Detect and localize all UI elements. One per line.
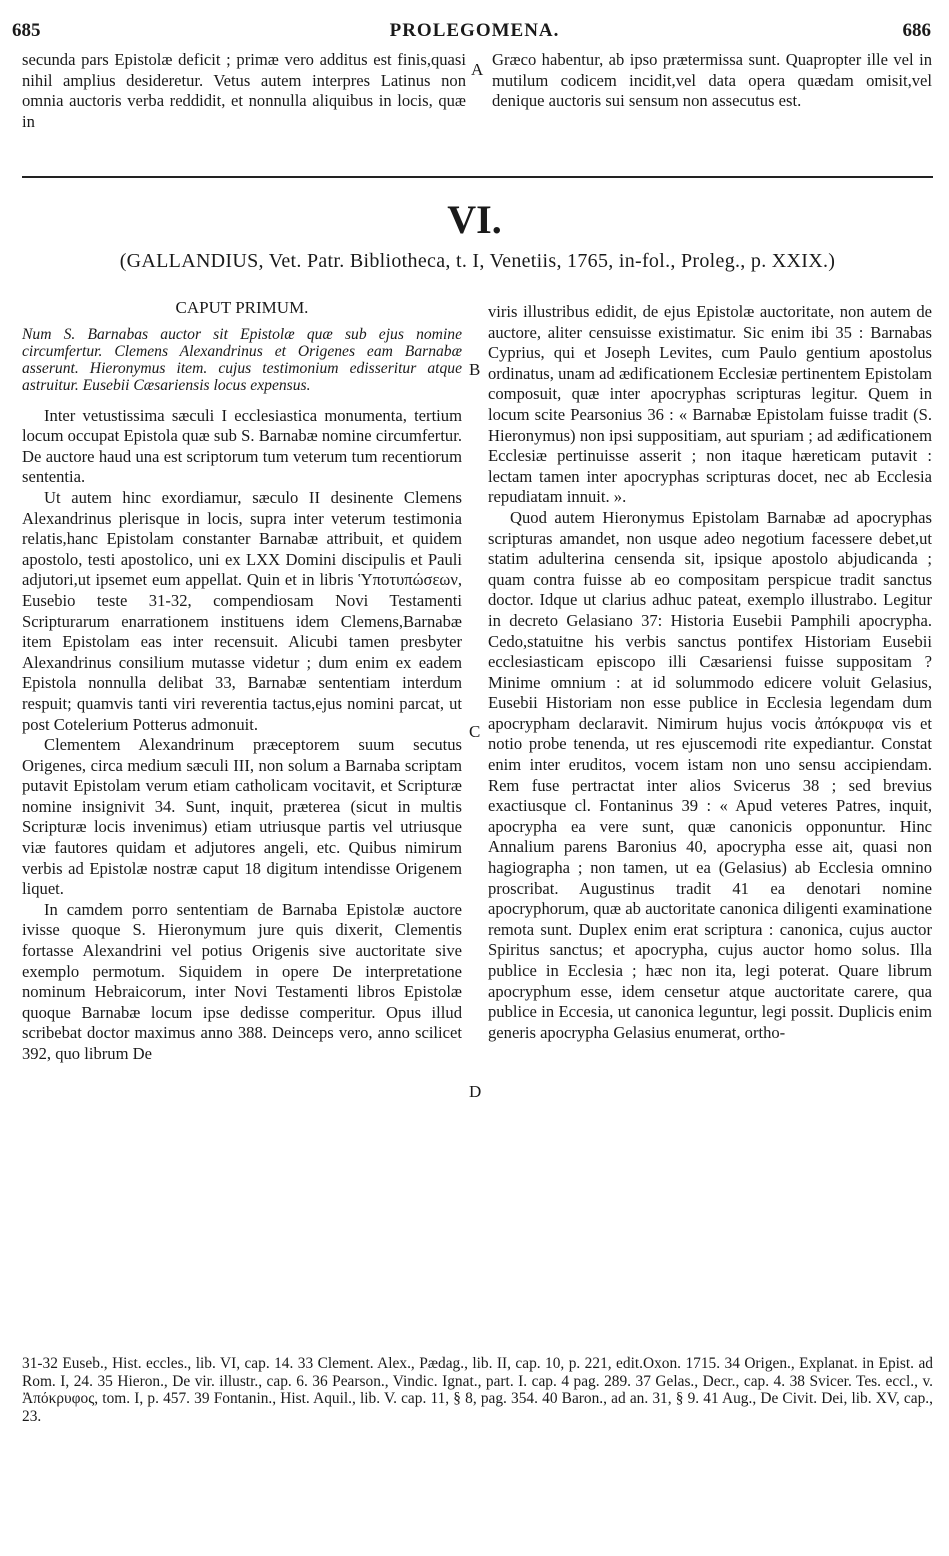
section-source: (GALLANDIUS, Vet. Patr. Bibliotheca, t. I, Venetiis, 1765, in-fol., Proleg., p. XXIX.) [119,250,836,272]
right-paragraph-2: Quod autem Hieronymus Epistolam Barnabæ ad apocryphas scripturas amandet, non usque adeo negotium facessere debet,ut statim adulterina censenda sit, ipsique apostolo abjudicanda ; quam contra fuisse ab eo compositam perspicue tradit sanctus doctor. Idque ut clarius adhuc pateat, exemplo illustrabo. Legitur in decreto Gelasiano 37: Historia Eusebii Pamphili apocrypha. Cedo,statuitne his verbis sanctus pontifex Historiam Eusebii ecclesiasticam episcopo illi Cæsariensi fuisse suppositam ? Minime omnium : at id solummodo edicere voluit Gelasius, Eusebii Historiam non esse publice in Ecclesia legendam dum apocrypham declaravit. Nimirum hujus vocis ἀπόκρυφα vis et notio probe tenenda, ut res ejuscemodi rite expediantur. Constat enim inter eruditos, vocem istam non uno sensu accipiendam. Rem fuse pertractat inter alios Svicerus 38 ; sed brevius exactiusque cl. Fontaninus 39 : « Apud veteres Patres, inquit, apocrypha ea vere sunt, quæ canonicis opponuntur. Hinc Annalium parens Baronius 40, apocrypha esse ait, quasi non hagiographa ; non tamen, ut ea (Gelasius) ab Ecclesia omnino proscribat. Augustinus tradit 41 ea denotari nomine apocryphorum, quæ ab auctoritate canonica diligenti examinatione remota sunt. Duplex enim erat scriptura : canonica, cujus auctor Spiritus sanctus; et apocrypha, cujus auctor homo solus. Illa publice in Ecclesia ; hæc non ita, legi poterat. Quare librum apocryphum esse, idem censetur atque auctoritate carere, qua publice in Eccesia, ut canonica leguntur, legi possit. Duplicis enim generis apocrypha Gelasius enumerat, ortho- [488,507,932,1042]
page-number-right: 686 [902,20,931,41]
chapter-summary: Num S. Barnabas auctor sit Epistolæ quæ sub ejus nomine circumfertur. Clemens Alexandrinus et Origenes eam Barnabæ asserunt. Hieronymus item. cujus testimonium edisseritur atque astruitur. Eusebii Cæsariensis locus expensus. [22,325,462,394]
page-number-left: 685 [12,20,41,41]
left-paragraph-3: Clementem Alexandrinum præceptorem suum secutus Origenes, circa medium sæculi III, non solum a Barnaba scriptam putavit Epistolam verum etiam catholicam vocitavit, et Scripturæ nomine insignivit 34. Sunt, inquit, præterea (sicut in multis Scripturæ locis invenimus) etiam utriusque partis vel utriusque viæ fautores quidam et adjutores angeli, etc. Quibus nimirum verbis ad Epistolæ nostræ caput 18 digitum intendisse Origenem liquet. [22,735,462,899]
left-paragraph-1: Inter vetustissima sæculi I ecclesiastica monumenta, tertium locum occupat Epistola quæ sub S. Barnabæ nomine circumfertur. De auctore haud una est scriptorum tum veterum tum recentiorum sententia. [22,405,462,487]
left-paragraph-4: In camdem porro sententiam de Barnaba Epistolæ auctore ivisse quoque S. Hieronymum jure quis dixerit, Clementis fortasse Alexandrini vel potius Origenis sive auctoritate sive exemplo permotum. Siquidem in opere De interpretatione nominum Hebraicorum, inter Novi Testamenti libros Epistolæ quoque Barnabæ locum ipse dedisse comperitur. Opus illud scribebat doctor maximus anno 388. Deinceps vero, anno scilicet 392, quo librum De [22,899,462,1063]
margin-mark-d: D [469,1082,482,1101]
chapter-title: CAPUT PRIMUM. [175,298,309,317]
top-right-text: Græco habentur, ab ipso prætermissa sunt. Quapropter ille vel in mutilum codicem incidit,vel data opera quædam omisit,vel denique auctoris sui sensum non assecutus est. [492,50,932,111]
margin-mark-c: C [469,722,481,741]
left-column [22,298,462,1065]
margin-mark-b: B [469,360,481,379]
right-column [488,302,932,1043]
running-title: PROLEGOMENA. [389,20,560,41]
right-paragraph-1: viris illustribus edidit, de ejus Epistolæ auctoritate, non autem de auctore, aliter censuisse existimatur. Sic enim ibi 35 : Barnabas Cyprius, qui et Joseph Levites, cum Paulo gentium apostolus ordinatus, unam ad ædificationem Ecclesiæ pertinentem Epistolam composuit, quæ inter apocryphas scripturas legitur. Quem in locum scite Pearsonius 36 : « Barnabæ Epistolam fuisse tradit (S. Hieronymus) non ipsi suppositiam, aut spuriam ; ad ædificationem Ecclesiæ pertinuisse asserit ; non itaque hæreticam putavit : lectam tamen inter apocryphas scripturas docet, nec ab Ecclesia repudiatam innuit. ». [488,302,932,507]
margin-mark-a: A [471,60,484,79]
section-number: VI. [447,197,502,242]
footnotes: 31-32 Euseb., Hist. eccles., lib. VI, cap. 14. 33 Clement. Alex., Pædag., lib. II, cap. 10, p. 221, edit.Oxon. 1715. 34 Origen., Explanat. in Epist. ad Rom. I, 24. 35 Hieron., De vir. illustr., cap. 6. 36 Pearson., Vindic. Ignat., part. I. cap. 4 pag. 289. 37 Gelas., Decr., cap. 4. 38 Svicer. Tes. eccl., v. Ἀπόκρυφος, tom. I, p. 457. 39 Fontanin., Hist. Aquil., lib. V. cap. 11, § 8, pag. 354. 40 Baron., ad an. 31, § 9. 41 Aug., De Civit. Dei, lib. XV, cap., 23. [22,1355,933,1425]
section-divider [22,176,933,178]
top-left-text: secunda pars Epistolæ deficit ; primæ vero additus est finis,quasi nihil amplius desideretur. Vetus autem interpres Latinus non omnia auctoris verba reddidit, et nonnulla aliquibus in locis, quæ in [22,50,466,131]
left-paragraph-2: Ut autem hinc exordiamur, sæculo II desinente Clemens Alexandrinus plerisque in locis, supra inter veterum testimonia relatis,hanc Epistolam constanter Barnabæ attribuit, et quidem apostolo, testi apostolico, uni ex LXX Domini discipulis et Pauli adjutori,ut ipsemet eum appellat. Quin et in libris Ὑποτυπώσεων, Eusebio teste 31-32, compendiosam Novi Testamenti Scripturarum enarrationem instituens idem Clemens,Barnabæ item Epistolam eas inter recensuit. Alicubi tamen presbyter Alexandrinus consilium mutasse videtur ; dum enim ex eadem Epistola nonnulla delibat 33, Barnabæ sententiam interdum respuit; quamvis tanti viri reverentia tactus,ejus nomini parcat, ut post Cotelerium Potterus admonuit. [22,487,462,734]
